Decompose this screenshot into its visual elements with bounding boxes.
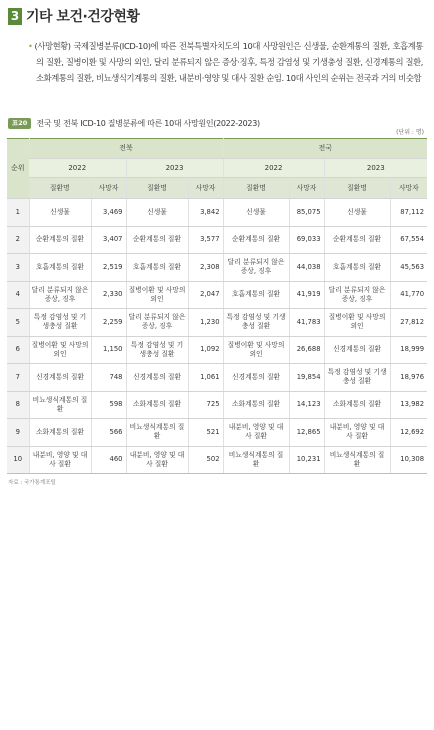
rank-header: 순위 — [7, 139, 29, 199]
year-header: 2022 — [29, 159, 126, 178]
deaths-count-cell: 3,577 — [188, 226, 223, 254]
section-heading: 기타 보건·건강현황 — [26, 9, 140, 25]
deaths-count-cell: 2,047 — [188, 281, 223, 309]
deaths-count-cell: 1,092 — [188, 336, 223, 364]
disease-name-cell: 순환계통의 질환 — [29, 226, 91, 254]
rank-cell: 2 — [7, 226, 29, 254]
disease-name-cell: 비뇨생식계통의 질환 — [223, 446, 289, 474]
rank-cell: 9 — [7, 419, 29, 447]
rank-cell: 8 — [7, 391, 29, 419]
deaths-column-header: 사망자 — [91, 178, 126, 199]
disease-name-cell: 달리 분류되지 않은 증상, 징후 — [29, 281, 91, 309]
bullet-marker: • — [28, 41, 33, 51]
deaths-count-cell: 14,123 — [289, 391, 324, 419]
deaths-column-header: 사망자 — [390, 178, 427, 199]
disease-name-cell: 신생물 — [126, 199, 188, 227]
deaths-count-cell: 41,783 — [289, 309, 324, 337]
disease-name-cell: 특정 감염성 및 기생충성 질환 — [324, 364, 390, 392]
disease-name-cell: 비뇨생식계통의 질환 — [126, 419, 188, 447]
deaths-count-cell: 1,061 — [188, 364, 223, 392]
disease-name-cell: 질병이환 및 사망의 외인 — [29, 336, 91, 364]
rank-cell: 3 — [7, 254, 29, 282]
disease-name-cell: 달리 분류되지 않은 증상, 징후 — [126, 309, 188, 337]
disease-name-cell: 순환계통의 질환 — [126, 226, 188, 254]
disease-name-cell: 소화계통의 질환 — [223, 391, 289, 419]
table-caption — [8, 118, 260, 129]
disease-column-header: 질환명 — [29, 178, 91, 199]
deaths-count-cell: 3,407 — [91, 226, 126, 254]
deaths-count-cell: 12,692 — [390, 419, 427, 447]
disease-name-cell: 질병이환 및 사망의 외인 — [324, 309, 390, 337]
table-row — [7, 199, 427, 227]
rank-cell: 1 — [7, 199, 29, 227]
disease-name-cell: 내분비, 영양 및 대사 질환 — [126, 446, 188, 474]
disease-name-cell: 신생물 — [324, 199, 390, 227]
table-unit: (단위 : 명) — [396, 129, 424, 136]
deaths-count-cell: 10,308 — [390, 446, 427, 474]
disease-name-cell: 호흡계통의 질환 — [324, 254, 390, 282]
disease-name-cell: 내분비, 영양 및 대사 질환 — [223, 419, 289, 447]
deaths-count-cell: 460 — [91, 446, 126, 474]
disease-name-cell: 신생물 — [223, 199, 289, 227]
deaths-count-cell: 18,999 — [390, 336, 427, 364]
disease-name-cell: 특정 감염성 및 기생충성 질환 — [29, 309, 91, 337]
deaths-count-cell: 502 — [188, 446, 223, 474]
region-header-national: 전국 — [223, 139, 427, 159]
deaths-count-cell: 566 — [91, 419, 126, 447]
disease-name-cell: 호흡계통의 질환 — [126, 254, 188, 282]
table-row — [7, 281, 427, 309]
deaths-count-cell: 521 — [188, 419, 223, 447]
disease-column-header: 질환명 — [126, 178, 188, 199]
deaths-count-cell: 67,554 — [390, 226, 427, 254]
disease-column-header: 질환명 — [324, 178, 390, 199]
disease-name-cell: 내분비, 영양 및 대사 질환 — [324, 419, 390, 447]
deaths-count-cell: 1,230 — [188, 309, 223, 337]
section-title — [8, 6, 139, 26]
deaths-count-cell: 87,112 — [390, 199, 427, 227]
disease-name-cell: 순환계통의 질환 — [324, 226, 390, 254]
deaths-count-cell: 1,150 — [91, 336, 126, 364]
disease-name-cell: 호흡계통의 질환 — [223, 281, 289, 309]
deaths-count-cell: 13,982 — [390, 391, 427, 419]
disease-name-cell: 신경계통의 질환 — [126, 364, 188, 392]
table-row — [7, 254, 427, 282]
table-row — [7, 419, 427, 447]
table-row — [7, 226, 427, 254]
death-causes-table — [7, 138, 427, 474]
disease-column-header: 질환명 — [223, 178, 289, 199]
disease-name-cell: 특정 감염성 및 기생충성 질환 — [126, 336, 188, 364]
rank-cell: 6 — [7, 336, 29, 364]
summary-text: (사망현황) 국제질병분류(ICD-10)에 따른 전북특별자치도의 10대 사망원인은 신생물, 순환계통의 질환, 호흡계통의 질환, 질병이환 및 사망의 외인, 달리 분류되지 않은 증상·징후, 특정 감염성 및 기생충성 질환, 신경계통의 질환, 소화계통의 질환, 비뇨생식기계통의 질환, 내분비·영양 및 대사 질환 순임. 10대 사인의 순위는 전국과 거의 비슷함 — [34, 41, 423, 83]
deaths-count-cell: 3,842 — [188, 199, 223, 227]
disease-name-cell: 달리 분류되지 않은 증상, 징후 — [324, 281, 390, 309]
deaths-count-cell: 19,854 — [289, 364, 324, 392]
rank-cell: 4 — [7, 281, 29, 309]
disease-name-cell: 소화계통의 질환 — [324, 391, 390, 419]
deaths-count-cell: 598 — [91, 391, 126, 419]
deaths-count-cell: 41,919 — [289, 281, 324, 309]
table-tag: 표20 — [8, 118, 31, 129]
year-header: 2023 — [324, 159, 427, 178]
deaths-count-cell: 3,469 — [91, 199, 126, 227]
rank-cell: 7 — [7, 364, 29, 392]
table-row — [7, 309, 427, 337]
deaths-count-cell: 748 — [91, 364, 126, 392]
disease-name-cell: 신경계통의 질환 — [324, 336, 390, 364]
deaths-count-cell: 45,563 — [390, 254, 427, 282]
region-header-jeonbuk: 전북 — [29, 139, 223, 159]
summary-paragraph — [28, 38, 423, 86]
deaths-count-cell: 2,308 — [188, 254, 223, 282]
table-row — [7, 391, 427, 419]
deaths-count-cell: 2,519 — [91, 254, 126, 282]
disease-name-cell: 질병이환 및 사망의 외인 — [126, 281, 188, 309]
table-title: 전국 및 전북 ICD-10 질병분류에 따른 10대 사망원인(2022-2023) — [36, 119, 260, 128]
table-row — [7, 364, 427, 392]
deaths-count-cell: 2,259 — [91, 309, 126, 337]
deaths-column-header: 사망자 — [188, 178, 223, 199]
deaths-count-cell: 10,231 — [289, 446, 324, 474]
disease-name-cell: 소화계통의 질환 — [29, 419, 91, 447]
rank-cell: 10 — [7, 446, 29, 474]
deaths-count-cell: 26,688 — [289, 336, 324, 364]
deaths-count-cell: 18,976 — [390, 364, 427, 392]
disease-name-cell: 신경계통의 질환 — [29, 364, 91, 392]
disease-name-cell: 신경계통의 질환 — [223, 364, 289, 392]
table-row — [7, 446, 427, 474]
rank-cell: 5 — [7, 309, 29, 337]
table-row — [7, 336, 427, 364]
disease-name-cell: 내분비, 영양 및 대사 질환 — [29, 446, 91, 474]
disease-name-cell: 특정 감염성 및 기생충성 질환 — [223, 309, 289, 337]
deaths-count-cell: 85,075 — [289, 199, 324, 227]
deaths-count-cell: 41,770 — [390, 281, 427, 309]
deaths-count-cell: 27,812 — [390, 309, 427, 337]
disease-name-cell: 호흡계통의 질환 — [29, 254, 91, 282]
source-note: 자료 : 국가통계포털 — [8, 480, 56, 486]
disease-name-cell: 소화계통의 질환 — [126, 391, 188, 419]
deaths-count-cell: 69,033 — [289, 226, 324, 254]
deaths-column-header: 사망자 — [289, 178, 324, 199]
disease-name-cell: 순환계통의 질환 — [223, 226, 289, 254]
deaths-count-cell: 725 — [188, 391, 223, 419]
disease-name-cell: 비뇨생식계통의 질환 — [29, 391, 91, 419]
disease-name-cell: 비뇨생식계통의 질환 — [324, 446, 390, 474]
year-header: 2023 — [126, 159, 223, 178]
disease-name-cell: 달리 분류되지 않은 증상, 징후 — [223, 254, 289, 282]
deaths-count-cell: 12,865 — [289, 419, 324, 447]
disease-name-cell: 질병이환 및 사망의 외인 — [223, 336, 289, 364]
deaths-count-cell: 2,330 — [91, 281, 126, 309]
deaths-count-cell: 44,038 — [289, 254, 324, 282]
year-header: 2022 — [223, 159, 324, 178]
section-number-badge: 3 — [8, 8, 22, 25]
disease-name-cell: 신생물 — [29, 199, 91, 227]
